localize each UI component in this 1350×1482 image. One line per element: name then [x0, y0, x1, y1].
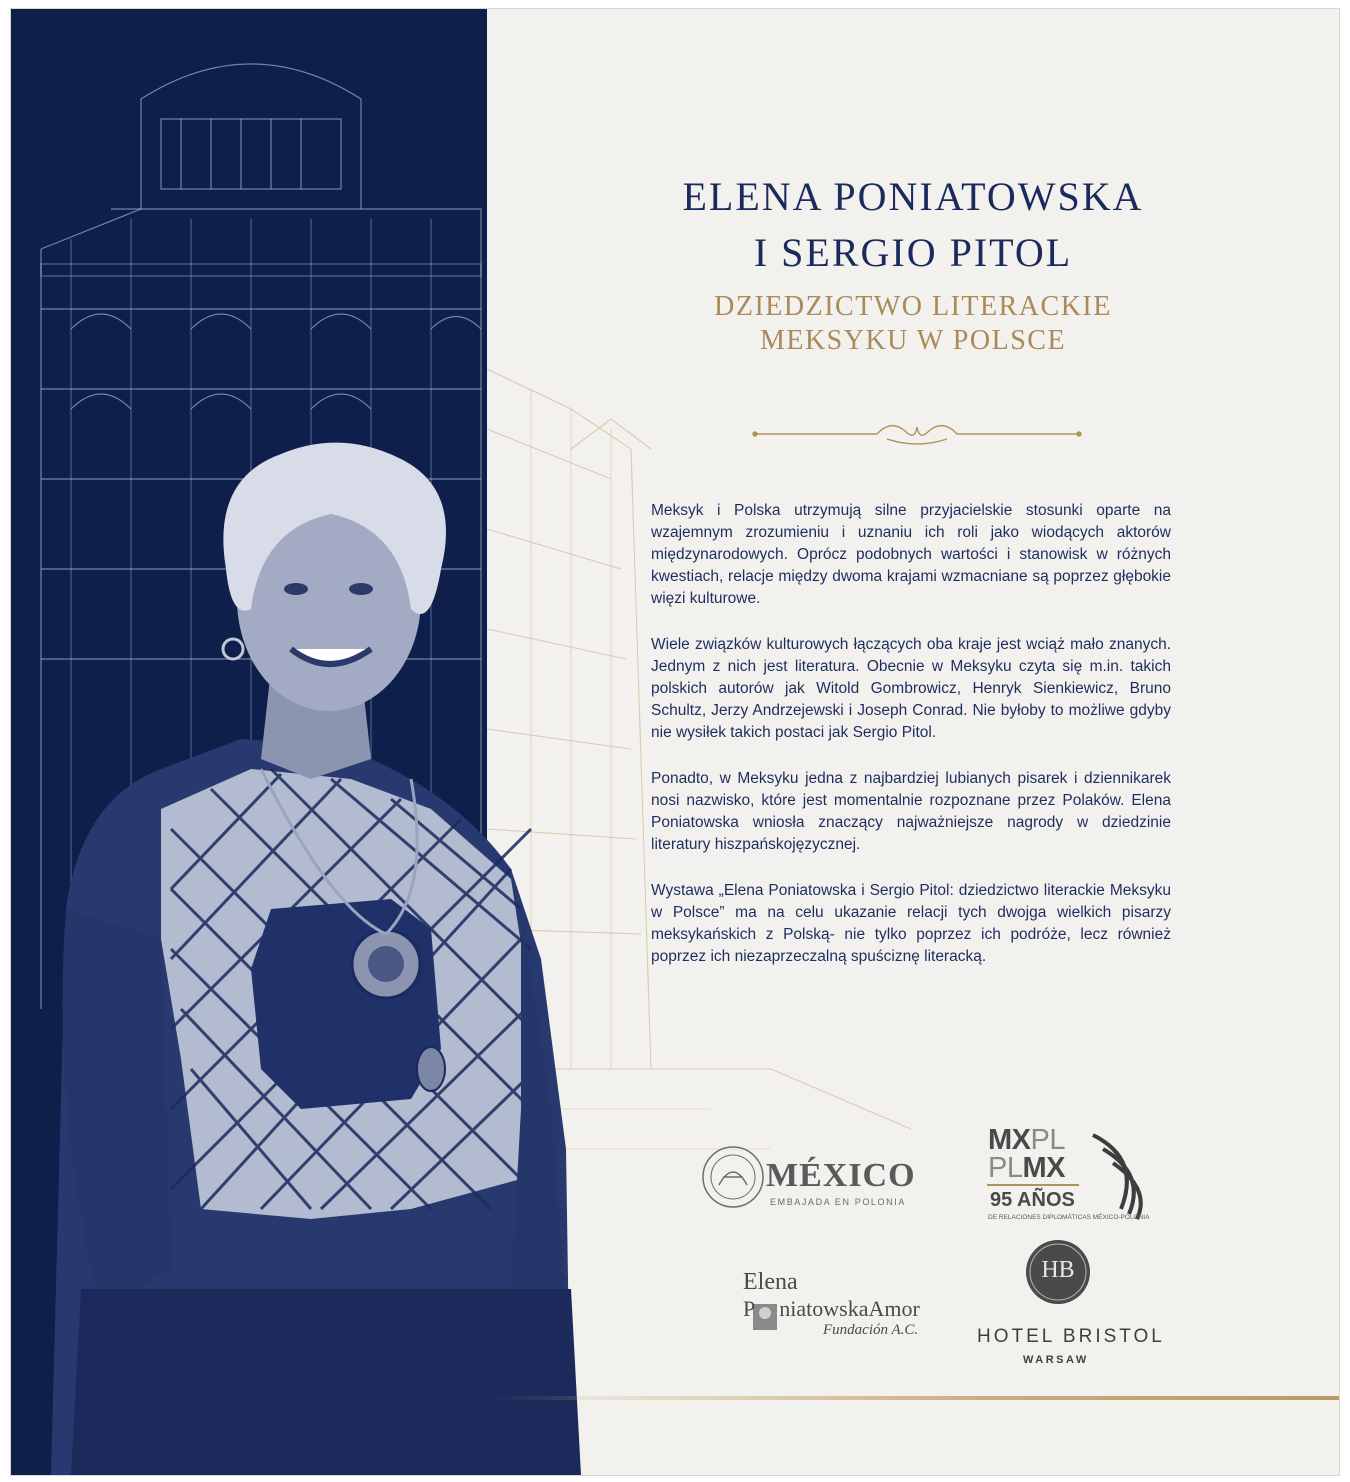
anniversary-pl-2: PL — [988, 1152, 1023, 1184]
anniversary-line-1 — [988, 1125, 1065, 1155]
foundation-line-2 — [743, 1296, 920, 1322]
foundation-line-1: Elena — [743, 1269, 798, 1295]
foundation-name-rest: niatowskaAmor — [779, 1296, 920, 1321]
anniversary-pl-1: PL — [1030, 1124, 1065, 1156]
foundation-initial: P — [743, 1296, 756, 1321]
foundation-line-3: Fundación A.C. — [823, 1322, 919, 1338]
mexican-coat-of-arms-icon — [703, 1147, 763, 1207]
anniversary-years: 95 AÑOS — [990, 1189, 1075, 1211]
page-subtitle — [487, 290, 1339, 358]
paragraph: Wiele związków kulturowych łączących oba kraje jest wciąż mało znanych. Jednym z nich jest literatura. Obecnie w Meksyku czyta się m.in. takich polskich autorów jak Witold Gombrowicz, Henryk Sienkiewicz, Bruno Schultz, Jerzy Andrzejewski i Joseph Conrad. Nie byłoby to możliwe gdyby nie wysiłek takich postaci jak Sergio Pitol. — [651, 636, 1171, 741]
anniversary-subtitle: DE RELACIONES DIPLOMÁTICAS MÉXICO-POLONIA — [988, 1214, 1150, 1221]
body-text — [651, 500, 1171, 992]
subtitle-line-1: DZIEDZICTWO LITERACKIE — [714, 291, 1112, 322]
title-line-1: ELENA PONIATOWSKA — [682, 174, 1144, 219]
subtitle-line-2: MEKSYKU W POLSCE — [759, 325, 1067, 356]
paragraph: Wystawa „Elena Poniatowska i Sergio Pitol: dziedzictwo literackie Meksyku w Polsce” ma na celu ukazanie relacji tych dwojga wielkich pisarzy meksykańskich z Polską- nie tylko poprzez ich podróże, lecz również poprzez ich niezaprzeczalną spuściznę literacką. — [651, 882, 1171, 965]
hotel-bristol-monogram-text: HB — [1041, 1257, 1075, 1283]
page-title — [487, 169, 1339, 281]
hotel-bristol-name: HOTEL BRISTOL — [977, 1326, 1165, 1347]
anniversary-mx-2: MX — [1022, 1152, 1065, 1184]
wings-icon — [1093, 1135, 1141, 1219]
mexico-logo-name: MÉXICO — [766, 1157, 916, 1194]
paragraph: Ponadto, w Meksyku jedna z najbardziej lubianych pisarek i dziennikarek nosi nazwisko, które jest momentalnie rozpoznane przez Polaków. Elena Poniatowska wniosła znaczący najważniejsze nagrody w dziedzinie literatury hiszpańskojęzycznej. — [651, 770, 1171, 853]
paragraph: Meksyk i Polska utrzymują silne przyjacielskie stosunki oparte na wzajemnym zrozumieniu i uznaniu ich roli jako wiodących aktorów międzynarodowych. Oprócz podobnych wartości i stanowisk w różnych kwestiach, relacje między dwoma krajami wzmacniane są poprzez głębokie więzi kulturowe. — [651, 502, 1171, 607]
bottom-gold-bar — [487, 1396, 1339, 1400]
poster — [10, 8, 1340, 1476]
anniversary-line-2 — [988, 1153, 1065, 1183]
ornamental-flourish-icon — [877, 426, 957, 444]
anniversary-mx-1: MX — [988, 1124, 1031, 1156]
title-line-2: I SERGIO PITOL — [753, 230, 1073, 275]
mexico-logo-subtitle: EMBAJADA EN POLONIA — [770, 1197, 906, 1207]
hotel-bristol-city: WARSAW — [1023, 1354, 1089, 1366]
ornamental-divider — [753, 426, 1081, 444]
